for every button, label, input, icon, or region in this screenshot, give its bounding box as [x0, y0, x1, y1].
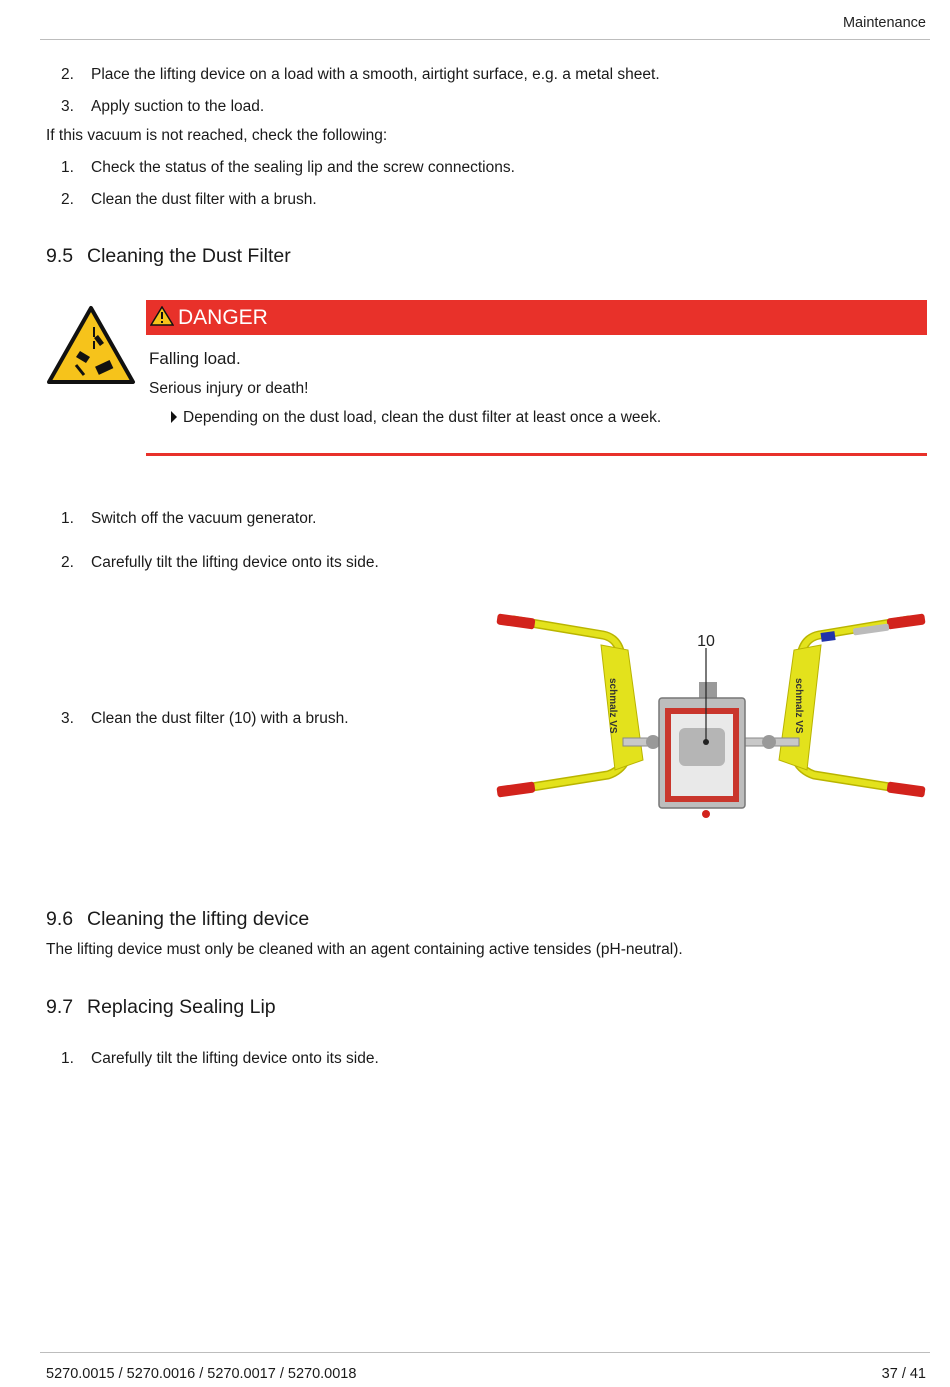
step-text: Switch off the vacuum generator.	[91, 510, 317, 527]
warning-triangle-icon	[150, 306, 174, 326]
section-number: 9.7	[46, 996, 74, 1018]
step-number: 1.	[61, 510, 74, 527]
step-text: Apply suction to the load.	[91, 98, 265, 115]
step-text: Carefully tilt the lifting device onto its side.	[91, 1050, 379, 1067]
section-heading-9-7	[46, 996, 276, 1019]
step-text: Carefully tilt the lifting device onto its side.	[91, 554, 379, 571]
section-body-text: The lifting device must only be cleaned with an agent containing active tensides (pH-neutral).	[46, 941, 683, 958]
device-brand-label-right: schmalz VS	[793, 678, 804, 734]
step-number: 2.	[61, 66, 74, 83]
check-note: If this vacuum is not reached, check the following:	[46, 127, 388, 144]
step-text: Check the status of the sealing lip and the screw connections.	[91, 159, 515, 176]
page-header-title: Maintenance	[842, 15, 926, 31]
lifting-device-illustration	[493, 610, 929, 825]
falling-load-warning-icon	[46, 305, 136, 385]
step-number: 1.	[61, 1050, 74, 1067]
danger-hazard: Falling load.	[149, 349, 241, 368]
footer-divider	[40, 1352, 930, 1353]
step-number: 3.	[61, 710, 74, 727]
arrow-bullet-icon	[171, 411, 177, 423]
danger-banner	[146, 300, 927, 335]
step-number: 1.	[61, 159, 74, 176]
footer-part-numbers: 5270.0015 / 5270.0016 / 5270.0017 / 5270.0018	[46, 1366, 357, 1382]
device-brand-label-left: schmalz VS	[607, 678, 618, 734]
danger-consequence: Serious injury or death!	[149, 380, 309, 397]
step-text: Clean the dust filter with a brush.	[91, 191, 317, 208]
section-title: Replacing Sealing Lip	[87, 996, 276, 1018]
step-number: 3.	[61, 98, 74, 115]
section-title: Cleaning the Dust Filter	[87, 245, 291, 267]
step-text: Place the lifting device on a load with a smooth, airtight surface, e.g. a metal sheet.	[91, 66, 660, 83]
section-number: 9.5	[46, 245, 74, 267]
section-heading-9-5	[46, 245, 291, 268]
section-heading-9-6	[46, 908, 309, 931]
step-text: Clean the dust filter (10) with a brush.	[91, 710, 349, 727]
callout-number: 10	[697, 633, 715, 650]
header-divider	[40, 39, 930, 40]
danger-action-text: Depending on the dust load, clean the dust filter at least once a week.	[183, 409, 662, 426]
danger-divider	[146, 453, 927, 456]
danger-action	[171, 409, 661, 427]
section-number: 9.6	[46, 908, 74, 930]
step-number: 2.	[61, 191, 74, 208]
page-number: 37 / 41	[881, 1366, 926, 1382]
danger-label: DANGER	[178, 306, 268, 329]
step-number: 2.	[61, 554, 74, 571]
section-title: Cleaning the lifting device	[87, 908, 310, 930]
